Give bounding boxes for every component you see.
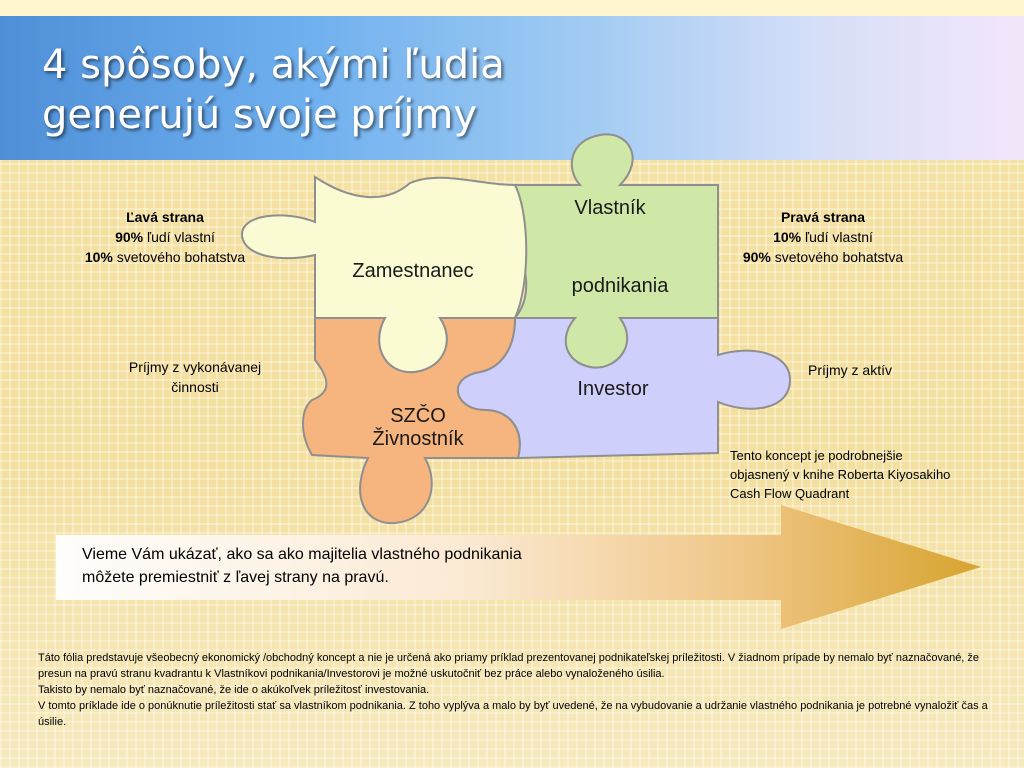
right-income-line: Príjmy z aktív [807, 362, 892, 378]
right-people-text: ľudí vlastní [801, 229, 873, 245]
right-side-heading: Pravá strana [780, 209, 866, 225]
title-line-2: generujú svoje príjmy [42, 92, 478, 138]
left-percent-wealth: 10% [84, 249, 113, 265]
disclaimer-paragraph-2: Takisto by nemalo byť naznačované, že ide o akúkoľvek príležitosť investovania. [38, 684, 430, 696]
disclaimer [38, 650, 1004, 730]
book-note-line-2: objasnený v knihe Roberta Kiyosakiho [730, 467, 951, 482]
arrow-message [82, 543, 642, 589]
right-percent-wealth: 90% [742, 249, 771, 265]
investor-label: Investor [577, 378, 649, 400]
disclaimer-paragraph-1: Táto fólia predstavuje všeobecný ekonomický /obchodný koncept a nie je určená ako priamy príklad prezentovanej podnikateľskej príležitosti. V žiadnom prípade by nemalo byť naznačované, že presun na pravú stranu kvadrantu k Vlastníkovi podnikania/Investorovi je možné uskutočniť bez práce alebo vynaloženého úsilia. [38, 652, 980, 680]
book-note-line-3: Cash Flow Quadrant [730, 486, 850, 501]
disclaimer-paragraph-3: V tomto príklade ide o ponúknutie príležitosti stať sa vlastníkom podnikania. Z toho vyplýva a malo by byť uvedené, že na vybudovanie a udržanie vlastného podnikania je potrebné vynaložiť čas a úsilie. [38, 700, 988, 728]
title-line-1: 4 spôsoby, akými ľudia [42, 42, 505, 88]
left-people-text: ľudí vlastní [143, 229, 215, 245]
left-income-line-2: činnosti [171, 379, 219, 395]
arrow-message-line-1: Vieme Vám ukázať, ako sa ako majitelia vlastného podnikania [82, 546, 522, 563]
owner-label-line-2: podnikania [571, 275, 669, 297]
employee-label: Zamestnanec [352, 260, 474, 282]
left-wealth-text: svetového bohatstva [112, 249, 246, 265]
right-wealth-text: svetového bohatstva [770, 249, 904, 265]
left-income-line-1: Príjmy z vykonávanej [128, 359, 262, 375]
left-percent-people: 90% [115, 229, 144, 245]
book-note-line-1: Tento koncept je podrobnejšie [730, 448, 903, 463]
owner-label-line-1: Vlastník [574, 197, 646, 219]
arrow-message-line-2: môžete premiestniť z ľavej strany na pravú. [82, 569, 389, 586]
right-percent-people: 10% [773, 229, 802, 245]
self-employed-label-line-2: Živnostník [372, 428, 464, 450]
left-side-heading: Ľavá strana [126, 209, 204, 225]
book-note [730, 446, 1010, 503]
self-employed-label-line-1: SZČO [390, 405, 446, 427]
